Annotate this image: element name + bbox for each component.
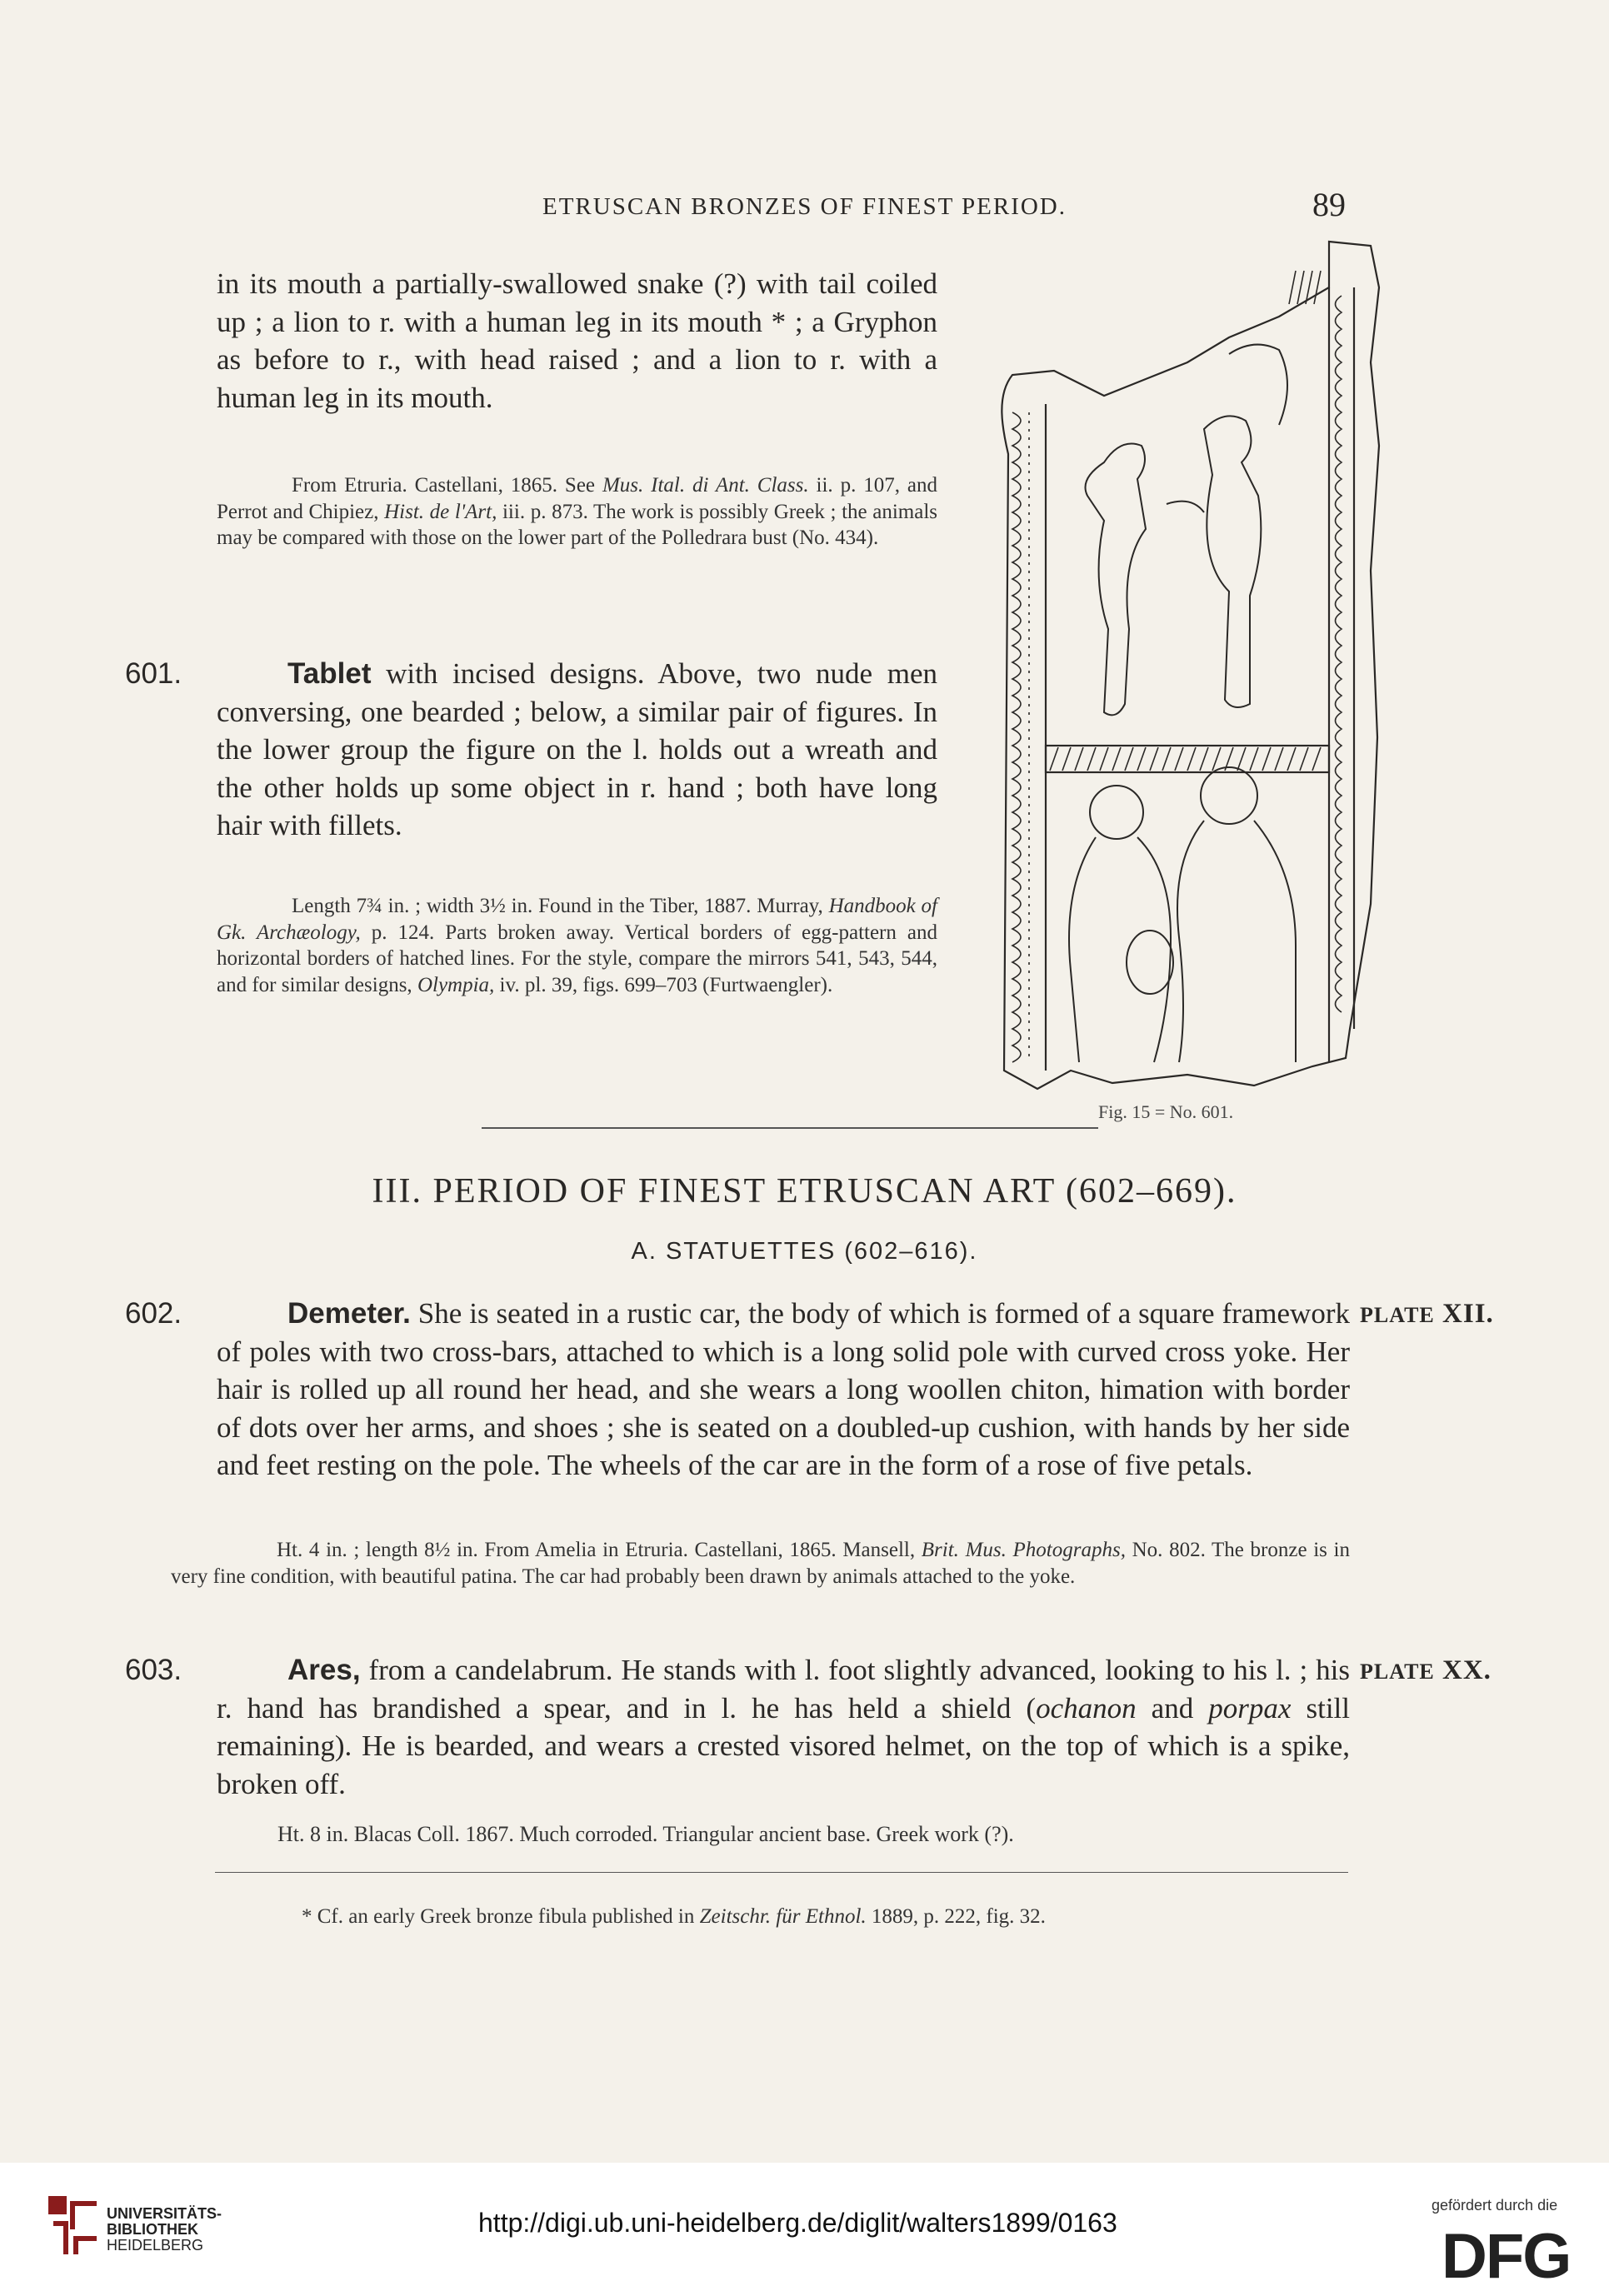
entry-602-note: Ht. 4 in. ; length 8½ in. From Amelia in Etruria. Castellani, 1865. Mansell, Brit. Mus. Photographs, No. 802. The bronze is in very fine condition, with beautiful patina. The car had probably been drawn by animals attached to the yoke. (171, 1539, 1350, 1588)
entry-603-text: 603. Ares, from a candelabrum. He stands with l. foot slightly advanced, looking to his l. ; his r. hand has brandished a spear, and in l. he has held a shield (ochanon and porpax still remaining). He is bearded, and wears a crested visored helmet, on the top of which is a spike, broken off. (217, 1651, 1350, 1803)
entry-number: 602. (125, 1297, 182, 1330)
entry-602-text: 602. Demeter. She is seated in a rustic car, the body of which is formed of a square framework of poles with two cross-bars, attached to which is a long solid pole with curved cross yoke. Her hair is rolled up all round her head, and she wears a long woollen chiton, himation with border of dots over her arms, and shoes ; she is seated on a doubled-up cushion, with hands by her side and feet resting on the pole. The wheels of the car are in the form of a rose of five petals. (217, 1295, 1350, 1485)
dfg-logo: DFG (1442, 2221, 1571, 2292)
entry-600-text: in its mouth a partially-swallowed snake (?) with tail coiled up ; a lion to r. with a human leg in its mouth * ; a Gryphon as before to r., with head raised ; and a lion to r. with a human leg in its mouth. (217, 267, 937, 414)
funding-note: gefördert durch die (1432, 2197, 1558, 2214)
university-library-logo-icon (48, 2196, 98, 2256)
entry-603-note: Ht. 8 in. Blacas Coll. 1867. Much corroded. Triangular ancient base. Greek work (?). (277, 1822, 1014, 1846)
figure-caption: Fig. 15 = No. 601. (1098, 1101, 1234, 1122)
page-number: 89 (1312, 186, 1346, 223)
plate-reference-xx: PLATE XX. (1360, 1655, 1492, 1685)
plate-reference-xii: PLATE XII. (1360, 1299, 1494, 1329)
section-title: III. PERIOD OF FINEST ETRUSCAN ART (602–669). (372, 1172, 1237, 1210)
tablet-figure (979, 237, 1387, 1091)
entry-title: Demeter. (287, 1297, 411, 1330)
entry-number: 603. (125, 1654, 182, 1686)
section-divider (482, 1127, 1098, 1129)
entry-title: Tablet (287, 657, 372, 690)
footnote-divider (215, 1872, 1348, 1873)
entry-600-note: From Etruria. Castellani, 1865. See Mus. Ital. di Ant. Class. ii. p. 107, and Perrot and Chipiez, Hist. de l'Art, iii. p. 873. The work is possibly Greek ; the animals may be compared with those on the lower part of the Polledrara bust (No. 434). (217, 474, 937, 549)
entry-601-note: Length 7¾ in. ; width 3½ in. Found in the Tiber, 1887. Murray, Handbook of Gk. Archæology, p. 124. Parts broken away. Vertical borders of egg-pattern and horizontal borders of hatched lines. For the style, compare the mirrors 541, 543, 544, and for similar designs, Olympia, iv. pl. 39, figs. 699–703 (Furtwaengler). (217, 895, 937, 996)
running-title: ETRUSCAN BRONZES OF FINEST PERIOD. (542, 193, 1067, 220)
section-subtitle: A. STATUETTES (602–616). (631, 1238, 978, 1265)
footnote: * Cf. an early Greek bronze fibula published in Zeitschr. für Ethnol. 1889, p. 222, fig. 32. (302, 1905, 1046, 1928)
entry-601-text: 601. Tablet with incised designs. Above, two nude men conversing, one bearded ; below, a similar pair of figures. In the lower group the figure on the l. holds out a wreath and the other holds up some object in r. hand ; both have long hair with fillets. (217, 655, 937, 845)
entry-number: 601. (125, 657, 182, 690)
library-name: UNIVERSITÄTS- BIBLIOTHEK HEIDELBERG (107, 2205, 222, 2254)
permalink-url[interactable]: http://digi.ub.uni-heidelberg.de/diglit/walters1899/0163 (478, 2208, 1117, 2238)
entry-title: Ares, (287, 1654, 361, 1686)
